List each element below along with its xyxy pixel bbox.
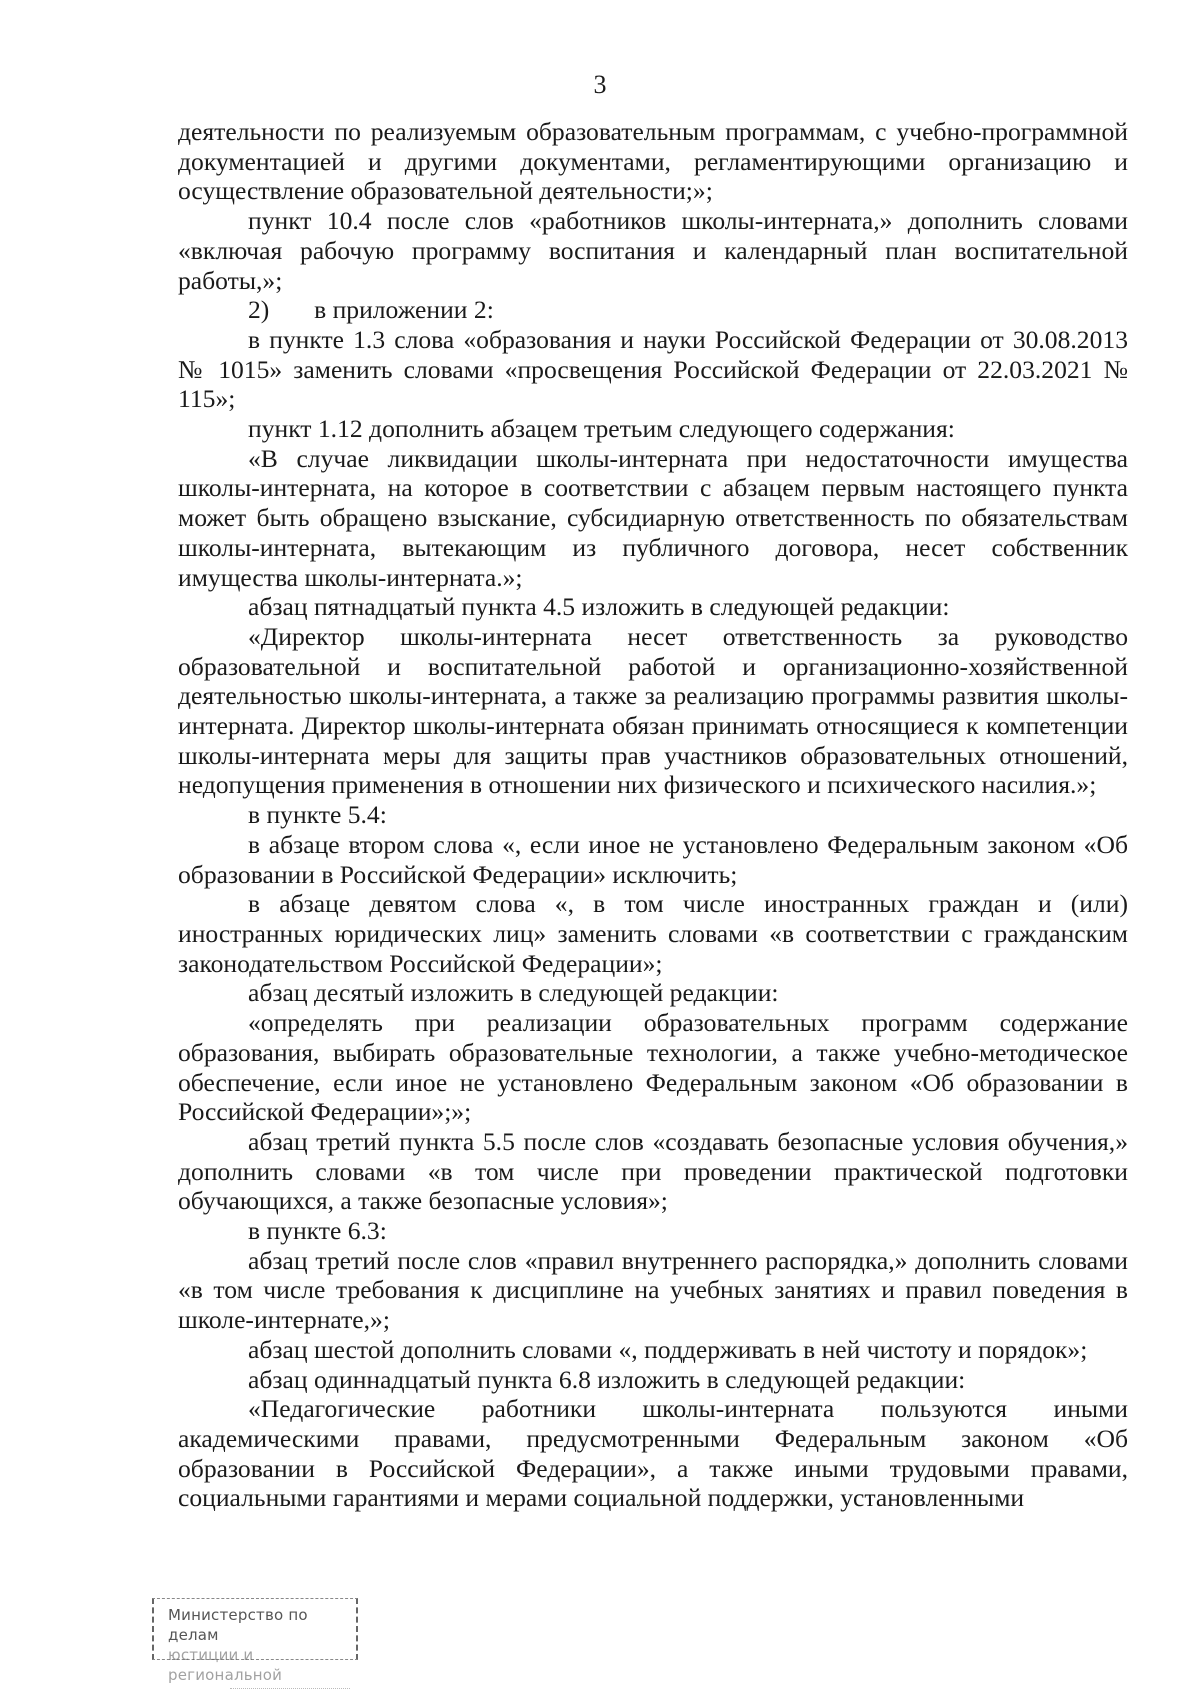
paragraph-director-quote: «Директор школы-интерната несет ответственность за руководство образовательной и воспитательной работой и организационно-хозяйственной деятельностью школы-интерната, а также за реализацию программы развития школы-интерната. Директор школы-интерната обязан принимать относящиеся к компетенции школы-интерната меры для защиты прав участников образовательных отношений, недопущения применения в отношении них физического и психического насилия.»; xyxy=(178,621,1128,800)
paragraph-point-1-3: в пункте 1.3 слова «образования и науки Российской Федерации от 30.08.2013 № 1015» заменить словами «просвещения Российской Федерации от 22.03.2021 № 115»; xyxy=(178,324,1128,414)
paragraph-appendix-2-heading: 2) в приложении 2: xyxy=(248,295,494,325)
paragraph-point-4-5: абзац пятнадцатый пункта 4.5 изложить в следующей редакции: xyxy=(248,592,950,622)
document-body xyxy=(178,117,1128,1513)
paragraph-abzac-3: абзац третий после слов «правил внутреннего распорядка,» дополнить словами «в том числе требования к дисциплине на учебных занятиях и правил поведения в школе-интернате,»; xyxy=(178,1245,1128,1335)
paragraph-liquidation-quote: «В случае ликвидации школы-интерната при недостаточности имущества школы-интерната, на которое в соответствии с абзацем первым настоящего пункта может быть обращено взыскание, субсидиарную ответственность по обязательствам школы-интерната, вытекающим из публичного договора, несет собственник имущества школы-интерната.»; xyxy=(178,443,1128,592)
paragraph-point-5-5: абзац третий пункта 5.5 после слов «создавать безопасные условия обучения,» дополнить словами «в том числе при проведении практической подготовки обучающихся, а также безопасные условия»; xyxy=(178,1126,1128,1216)
paragraph-point-10-4: пункт 10.4 после слов «работников школы-интерната,» дополнить словами «включая рабочую программу воспитания и календарный план воспитательной работы,»; xyxy=(178,206,1128,295)
paragraph-continuation: деятельности по реализуемым образовательным программам, с учебно-программной документацией и другими документами, регламентирующими организацию и осуществление образовательной деятельности;»; xyxy=(178,117,1128,206)
paragraph-abzac-6: абзац шестой дополнить словами «, поддерживать в ней чистоту и порядок»; xyxy=(248,1334,1088,1364)
paragraph-abzac-2: в абзаце втором слова «, если иное не установлено Федеральным законом «Об образовании в Российской Федерации» исключить; xyxy=(178,829,1128,889)
page-number: 3 xyxy=(593,70,607,99)
paragraph-point-5-4: в пункте 5.4: xyxy=(248,800,387,830)
ministry-stamp xyxy=(152,1598,358,1684)
paragraph-point-6-8: абзац одиннадцатый пункта 6.8 изложить в следующей редакции: xyxy=(248,1364,966,1394)
paragraph-teachers-quote: «Педагогические работники школы-интерната пользуются иными академическими правами, предусмотренными Федеральным законом «Об образовании в Российской Федерации», а также иными трудовыми правами, социальными гарантиями и мерами социальной поддержки, установленными xyxy=(178,1394,1128,1513)
paragraph-point-6-3: в пункте 6.3: xyxy=(248,1216,387,1246)
paragraph-abzac-9: в абзаце девятом слова «, в том числе иностранных граждан и (или) иностранных юридических лиц» заменить словами «в соответствии с гражданским законодательством Российской Федерации»; xyxy=(178,889,1128,978)
paragraph-abzac-10: абзац десятый изложить в следующей редакции: xyxy=(248,978,779,1008)
paragraph-determine-quote: «определять при реализации образовательных программ содержание образования, выбирать образовательные технологии, а также учебно-методическое обеспечение, если иное не установлено Федеральным законом «Об образовании в Российской Федерации»;»; xyxy=(178,1008,1128,1127)
stamp-line-1: Министерство по делам xyxy=(168,1606,308,1644)
paragraph-point-1-12: пункт 1.12 дополнить абзацем третьим следующего содержания: xyxy=(248,414,955,444)
stamp-line-2: юстиции и региональной xyxy=(168,1646,283,1684)
stamp-dotted-line xyxy=(230,1688,350,1691)
